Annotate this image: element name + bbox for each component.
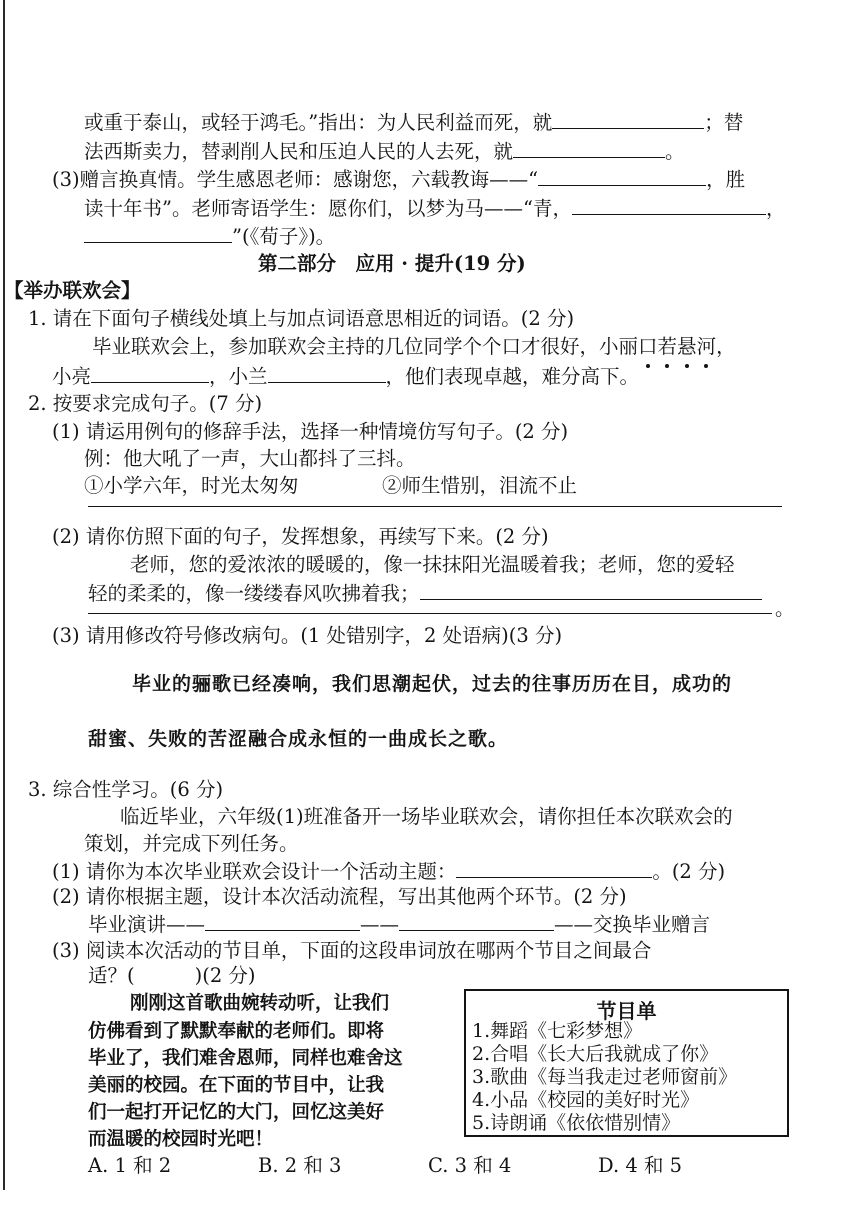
passage-line: 刚刚这首歌曲婉转动听，让我们 <box>130 993 390 1014</box>
faulty-sentence-line-1: 毕业的骊歌已经凑响，我们思潮起伏，过去的往事历历在目，成功的 <box>132 673 733 695</box>
flow-dash: —— <box>360 913 400 936</box>
q2-option-2: ②师生惜别，泪流不止 <box>382 474 578 497</box>
q3-part1-score: 。(2 分) <box>652 860 726 883</box>
q3-part1 <box>52 857 725 886</box>
q2-title: 2. 按要求完成句子。(7 分) <box>28 392 263 415</box>
top-q3-line-3 <box>84 222 335 251</box>
answer-blank[interactable] <box>552 108 704 129</box>
q1-name-xiaoliang: 小亮 <box>52 365 92 388</box>
answer-blank[interactable] <box>513 137 665 158</box>
q3-part3-question: 适？( <box>88 964 135 987</box>
top-q3-line-1 <box>52 165 745 194</box>
q1-sentence-line-2 <box>52 362 639 391</box>
flow-step-speech: 毕业演讲—— <box>88 913 206 936</box>
section-label: 【举办联欢会】 <box>4 279 141 302</box>
passage-line: 仿佛看到了默默奉献的老师们。即将 <box>88 1021 385 1042</box>
passage-line: 美丽的校园。在下面的节目中，让我 <box>88 1075 385 1096</box>
top-line-2-end: 。 <box>665 140 685 163</box>
q1-name-xiaolan: ，小兰 <box>209 365 268 388</box>
faulty-sentence-line-2: 甜蜜、失败的苦涩融合成永恒的一曲成长之歌。 <box>88 728 509 750</box>
program-item: 3.歌曲《每当我走过老师窗前》 <box>472 1066 738 1088</box>
q2-example: 例：他大吼了一声，大山都抖了三抖。 <box>84 447 416 470</box>
dotted-char: 若 <box>658 333 678 361</box>
q1-sentence-end: ，他们表现卓越，难分高下。 <box>385 365 640 388</box>
dotted-char: 河 <box>697 333 717 361</box>
top-line-2-text: 法西斯卖力，替剥削人民和压迫人民的人去死，就 <box>84 140 514 163</box>
dotted-char: 口 <box>638 333 658 361</box>
top-q3-text-2: 读十年书”。老师寄语学生：愿你们，以梦为马——“青， <box>84 197 572 220</box>
q3-flow-line <box>88 910 710 939</box>
top-q3-line-2 <box>84 194 785 223</box>
answer-blank[interactable] <box>91 362 209 383</box>
q1-sentence-comma: ， <box>716 335 736 358</box>
choice-d[interactable]: D. 4 和 5 <box>598 1154 683 1177</box>
q2-part2-period: 。 <box>775 597 795 620</box>
passage-line: 们一起打开记忆的大门，回忆这美好 <box>88 1102 385 1123</box>
choice-a[interactable]: A. 1 和 2 <box>88 1154 172 1177</box>
q3-part3-line-1: (3) 阅读本次活动的节目单，下面的这段串词放在哪两个节目之间最合 <box>52 939 652 962</box>
theme-input-blank[interactable] <box>456 857 652 878</box>
choice-b[interactable]: B. 2 和 3 <box>258 1154 342 1177</box>
program-list-title: 节目单 <box>596 999 657 1023</box>
q2-part3-title: (3) 请用修改符号修改病句。(1 处错别字，2 处语病)(3 分) <box>52 624 563 647</box>
q3-intro-line-1: 临近毕业，六年级(1)班准备开一场毕业联欢会，请你担任本次联欢会的 <box>120 805 733 828</box>
question-number: (3) <box>52 168 80 191</box>
answer-blank[interactable] <box>84 222 232 243</box>
flow-step-blank[interactable] <box>399 910 554 931</box>
passage-line: 而温暖的校园时光吧！ <box>88 1129 274 1150</box>
q2-option-1: ①小学六年，时光太匆匆 <box>84 474 299 497</box>
top-q3-source: ”(《荀子》)。 <box>232 225 336 248</box>
passage-line: 毕业了，我们难舍恩师，同样也难舍这 <box>88 1048 403 1069</box>
answer-blank[interactable] <box>420 579 762 600</box>
top-line-1 <box>84 108 743 137</box>
q2-part1-title: (1) 请运用例句的修辞手法，选择一种情境仿写句子。(2 分) <box>52 420 569 443</box>
top-line-2 <box>84 137 685 166</box>
flow-step-gift-exchange: ——交换毕业赠言 <box>554 913 711 936</box>
q2-part2-title: (2) 请你仿照下面的句子，发挥想象，再续写下来。(2 分) <box>52 525 549 548</box>
q2-part2-text: 轻的柔柔的，像一缕缕春风吹拂着我； <box>88 582 420 605</box>
dotted-char: 悬 <box>677 333 697 361</box>
flow-step-blank[interactable] <box>205 910 360 931</box>
q3-part1-text: (1) 请你为本次毕业联欢会设计一个活动主题： <box>52 860 457 883</box>
top-q3-comma: ， <box>765 197 786 220</box>
q2-part2-line-1: 老师，您的爱浓浓的暖暖的，像一抹抹阳光温暖着我；老师，您的爱轻 <box>130 553 735 576</box>
top-q3-end: ，胜 <box>706 168 746 191</box>
q3-part3-score: )(2 分) <box>194 964 256 987</box>
answer-line[interactable] <box>88 613 772 614</box>
program-list-box <box>464 989 789 1137</box>
top-q3-text: 赠言换真情。学生感恩老师：感谢您，六载教诲——“ <box>79 168 539 191</box>
part-two-title: 第二部分 应用 · 提升(19 分) <box>258 252 526 275</box>
q3-part2-title: (2) 请你根据主题，设计本次活动流程，写出其他两个环节。(2 分) <box>52 885 627 908</box>
answer-line[interactable] <box>88 506 782 507</box>
q1-title: 1. 请在下面句子横线处填上与加点词语意思相近的词语。(2 分) <box>28 307 575 330</box>
q1-sentence-line-1 <box>92 333 736 361</box>
q1-sentence-text: 毕业联欢会上，参加联欢会主持的几位同学个个口才很好，小丽 <box>92 335 639 358</box>
program-item: 4.小品《校园的美好时光》 <box>472 1089 700 1111</box>
q3-title: 3. 综合性学习。(6 分) <box>28 778 224 801</box>
answer-blank[interactable] <box>268 362 386 383</box>
answer-blank[interactable] <box>572 194 766 215</box>
program-item: 5.诗朗诵《依依惜别情》 <box>472 1112 681 1134</box>
q2-part2-line-2 <box>88 579 762 608</box>
program-item: 2.合唱《长大后我就成了你》 <box>472 1043 719 1065</box>
top-line-1-end: ；替 <box>704 111 744 134</box>
top-line-1-text: 或重于泰山，或轻于鸿毛。”指出：为人民利益而死，就 <box>84 111 553 134</box>
answer-blank[interactable] <box>538 165 706 186</box>
page-edge-line <box>3 0 5 1190</box>
q3-part3-line-2 <box>88 962 256 990</box>
program-item: 1.舞蹈《七彩梦想》 <box>472 1020 643 1042</box>
q3-intro-line-2: 策划，并完成下列任务。 <box>84 832 299 855</box>
choice-c[interactable]: C. 3 和 4 <box>428 1154 512 1177</box>
